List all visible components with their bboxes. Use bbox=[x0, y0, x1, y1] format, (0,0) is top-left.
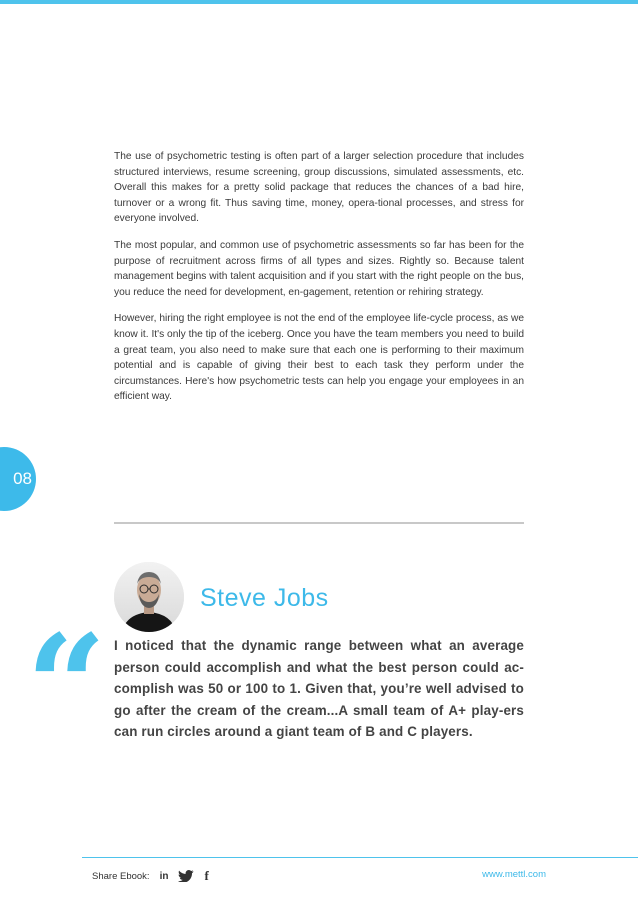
section-divider bbox=[114, 522, 524, 524]
quote-author: Steve Jobs bbox=[200, 584, 329, 612]
body-text bbox=[114, 149, 524, 416]
top-accent-rule bbox=[0, 0, 638, 4]
body-paragraph-2: The most popular, and common use of psychometric assessments so far has been for the purpose of recruitment across firms of all types and sizes. Rightly so. Because talent management begins with talent acquisition and if you start with the right people on the bus, you reduce the need for development, en-gagement, retention or rehiring strategy. bbox=[114, 239, 524, 298]
share-label: Share Ebook: bbox=[92, 870, 150, 882]
footer-rule bbox=[82, 857, 638, 858]
facebook-icon[interactable]: f bbox=[204, 868, 209, 883]
twitter-icon[interactable] bbox=[178, 870, 194, 882]
body-paragraph-3: However, hiring the right employee is not the end of the employee life-cycle process, as we know it. It's only the tip of the iceberg. Once you have the team members you need to build a great team, you also need to make sure that each one is performing to their maximum potential and is capable of giving their best to each task they perform under the circumstances. Here's how psychometric tests can help you engage your employees in an efficient way. bbox=[114, 313, 524, 403]
share-bar bbox=[92, 868, 209, 884]
footer-url-link[interactable]: www.mettl.com bbox=[482, 869, 546, 880]
quote-mark: “ bbox=[26, 605, 107, 769]
author-photo bbox=[114, 562, 184, 632]
linkedin-icon[interactable]: in bbox=[159, 870, 169, 882]
body-paragraph-1: The use of psychometric testing is often part of a larger selection procedure that includes structured interviews, resume screening, group discussions, simulated assessments, etc. Overall this makes for a pretty solid package that reduces the chances of a bad hire, turnover or a wrong fit. Thus saving time, money, opera-tional processes, and stress for everyone involved. bbox=[114, 151, 524, 225]
quote-text: I noticed that the dynamic range between what an average person could accomplish and what the best person could ac-complish was 50 or 100 to 1. Given that, you’re well advised to go after the cream of the cream...A small team of A+ play-ers can run circles around a giant team of B and C players. bbox=[114, 638, 524, 740]
page-number-badge: 08 bbox=[0, 447, 36, 511]
